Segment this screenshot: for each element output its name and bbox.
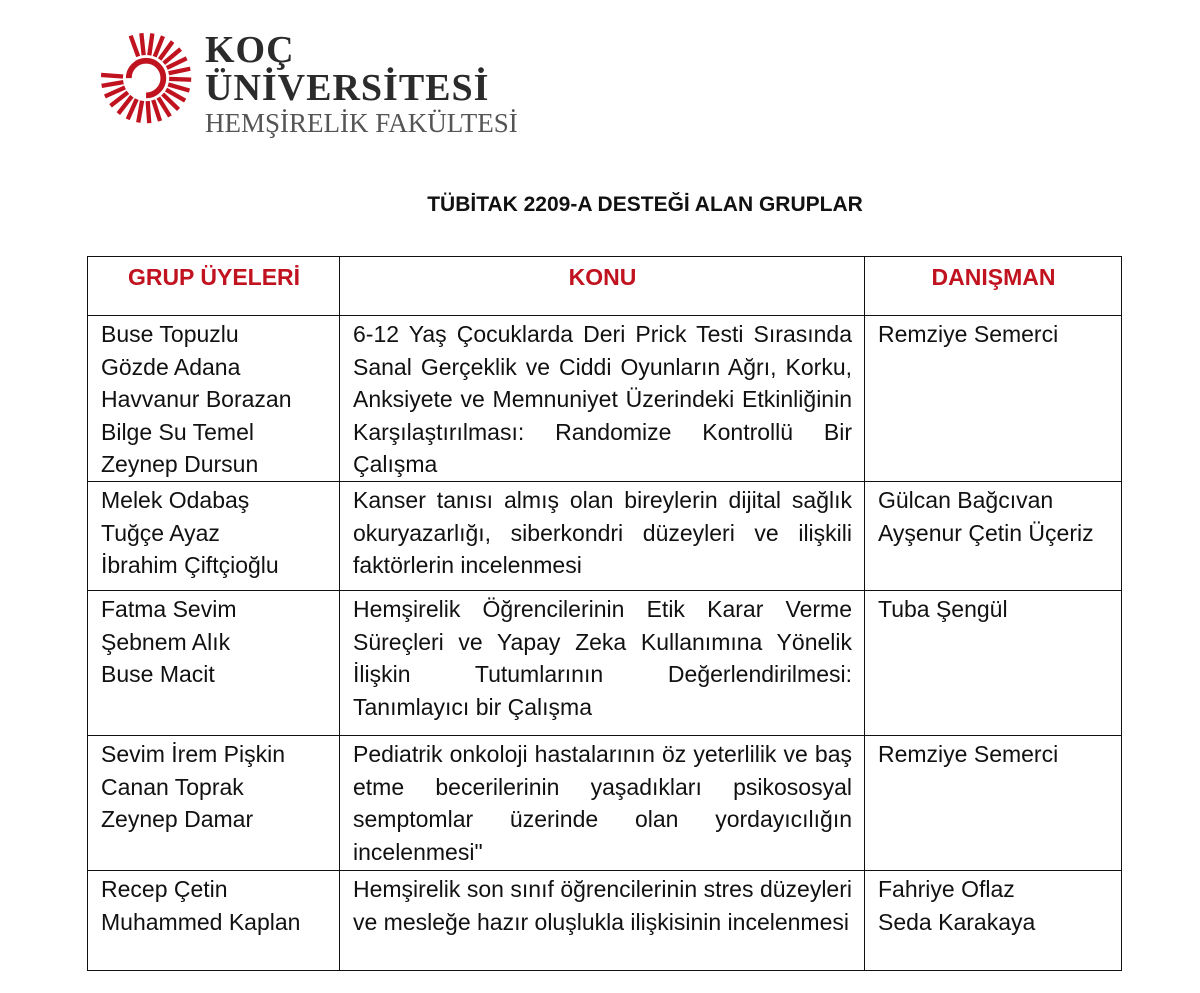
advisor-name: Fahriye Oflaz xyxy=(878,876,1015,902)
member-name: Recep Çetin xyxy=(101,876,228,902)
sunburst-logo-icon xyxy=(100,32,196,128)
topic-cell: Kanser tanısı almış olan bireylerin dijital sağlık okuryazarlığı, siberkondri düzeyleri ve ilişkili faktörlerin incelenmesi xyxy=(340,482,865,591)
logo-ray xyxy=(168,84,189,90)
member-name: Muhammed Kaplan xyxy=(101,908,301,935)
advisor-cell xyxy=(865,871,1122,971)
table-row xyxy=(88,871,1122,971)
table-header-row xyxy=(88,257,1122,316)
advisor-cell xyxy=(865,736,1122,871)
logo-ray xyxy=(141,33,143,55)
advisor-name: Remziye Semerci xyxy=(878,321,1059,347)
advisor-cell xyxy=(865,591,1122,736)
member-name: İbrahim Çiftçioğlu xyxy=(101,552,279,578)
header-topic: KONU xyxy=(340,257,865,316)
header-advisor: DANIŞMAN xyxy=(865,257,1122,316)
members-cell xyxy=(88,591,340,736)
advisor-name: Seda Karakaya xyxy=(878,908,1036,935)
topic-cell: Hemşirelik son sınıf öğrencilerinin stres düzeyleri ve mesleğe hazır oluşlukla ilişkisinin incelenmesi xyxy=(340,871,865,971)
member-name: Buse Macit xyxy=(101,661,215,687)
document-title: TÜBİTAK 2209-A DESTEĞİ ALAN GRUPLAR xyxy=(427,193,863,216)
logo-ray xyxy=(131,36,139,57)
logo-ray xyxy=(149,33,152,55)
university-logo xyxy=(100,28,518,138)
member-name: Tuğçe Ayaz xyxy=(101,519,220,546)
groups-table xyxy=(87,256,1122,971)
table-row xyxy=(88,736,1122,871)
members-cell xyxy=(88,316,340,482)
logo-ray xyxy=(148,101,150,123)
advisor-name: Tuba Şengül xyxy=(878,596,1008,622)
advisor-cell xyxy=(865,316,1122,482)
logo-ray xyxy=(169,79,191,80)
member-name: Zeynep Damar xyxy=(101,806,254,832)
member-name: Buse Topuzlu xyxy=(101,321,239,347)
topic-cell: Pediatrik onkoloji hastalarının öz yeterlilik ve baş etme becerilerinin yaşadıkları psikososyal semptomlar üzerinde olan yordayıcılığın incelenmesi" xyxy=(340,736,865,871)
logo-faculty-name: HEMŞİRELİK FAKÜLTESİ xyxy=(205,108,518,138)
header-members: GRUP ÜYELERİ xyxy=(88,257,340,316)
table-row xyxy=(88,316,1122,482)
member-name: Havvanur Borazan xyxy=(101,386,292,412)
table-row xyxy=(88,482,1122,591)
members-cell xyxy=(88,736,340,871)
logo-ray xyxy=(169,69,191,74)
member-name: Gözde Adana xyxy=(101,353,241,380)
logo-ray xyxy=(138,101,142,123)
member-name: Bilge Su Temel xyxy=(101,418,254,445)
members-cell xyxy=(88,871,340,971)
member-name: Zeynep Dursun xyxy=(101,451,259,477)
member-name: Şebnem Alık xyxy=(101,628,231,655)
advisor-name: Remziye Semerci xyxy=(878,741,1059,767)
advisor-name: Gülcan Bağcıvan xyxy=(878,487,1054,513)
member-name: Fatma Sevim xyxy=(101,596,237,622)
topic-cell: Hemşirelik Öğrencilerinin Etik Karar Verme Süreçleri ve Yapay Zeka Kullanımına Yönelik İlişkin Tutumlarının Değerlendirilmesi: Tanımlayıcı bir Çalışma xyxy=(340,591,865,736)
table-row xyxy=(88,591,1122,736)
logo-university-name-line1: KOÇ xyxy=(205,29,295,71)
topic-cell: 6-12 Yaş Çocuklarda Deri Prick Testi Sırasında Sanal Gerçeklik ve Ciddi Oyunların Ağrı, Korku, Anksiyete ve Memnuniyet Üzerindeki Etkinliğinin Karşılaştırılması: Randomize Kontrollü Bir Çalışma xyxy=(340,316,865,482)
logo-university-name-line2: ÜNİVERSİTESİ xyxy=(205,67,490,109)
advisor-cell xyxy=(865,482,1122,591)
logo-ray xyxy=(101,75,123,77)
members-cell xyxy=(88,482,340,591)
member-name: Canan Toprak xyxy=(101,773,244,800)
member-name: Sevim İrem Pişkin xyxy=(101,741,286,767)
member-name: Melek Odabaş xyxy=(101,487,250,513)
logo-ray xyxy=(102,82,124,86)
logo-ray xyxy=(153,100,160,121)
advisor-name: Ayşenur Çetin Üçeriz xyxy=(878,519,1094,546)
